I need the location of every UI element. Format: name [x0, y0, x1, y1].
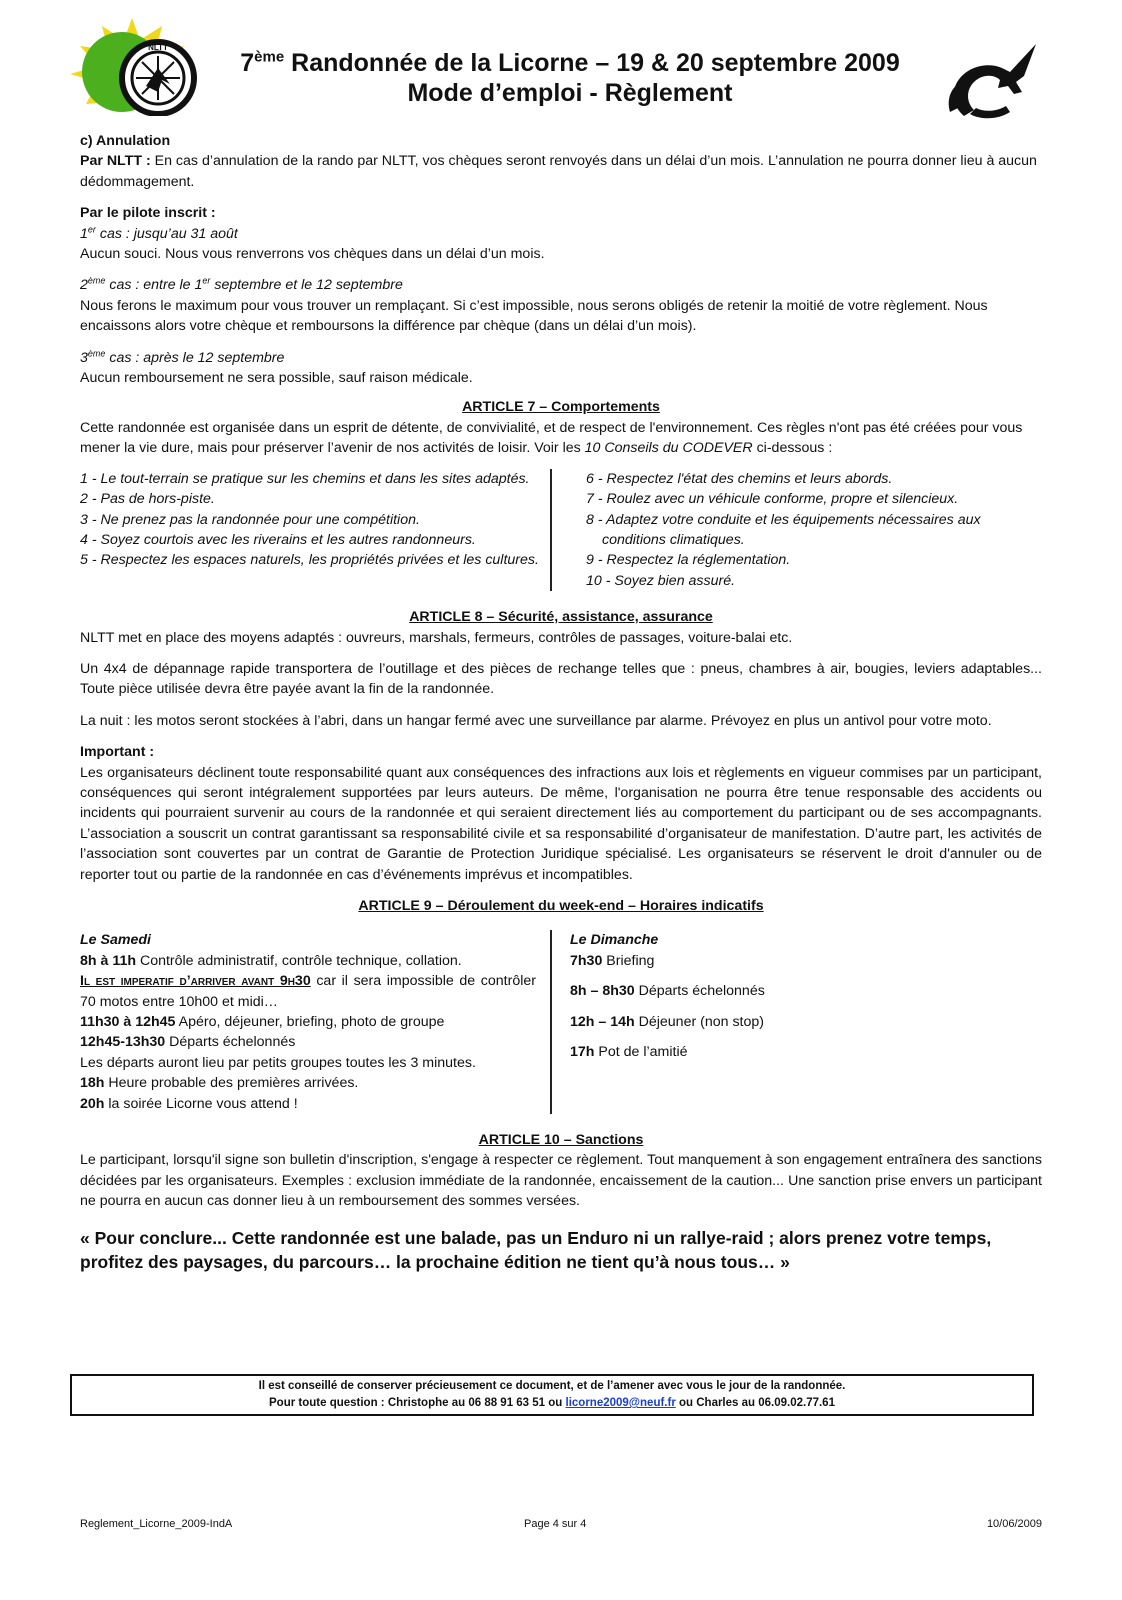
footer-date: 10/06/2009 [986, 1518, 1042, 1530]
rule-item: 10 - Soyez bien assuré. [586, 572, 736, 589]
nltt-logo [62, 16, 202, 116]
document-title [200, 48, 940, 108]
contact-notice [70, 1374, 1034, 1416]
important-label: Important : [80, 744, 155, 761]
schedule-item: 20h la soirée Licorne vous attend ! [80, 1095, 298, 1112]
codever-rules [80, 469, 1042, 591]
schedule-item: 17h Pot de l’amitié [570, 1044, 688, 1061]
rule-item: 7 - Roulez avec un véhicule conforme, propre et silencieux. [586, 491, 959, 508]
article-10-title: ARTICLE 10 – Sanctions [478, 1132, 644, 1149]
article-9-title: ARTICLE 9 – Déroulement du week-end – Horaires indicatifs [358, 898, 764, 914]
notice-line-1: Il est conseillé de conserver précieusement ce document, et de l’amener avec vous le jour de la randonnée. [258, 1380, 846, 1392]
schedule-item: 12h – 14h Déjeuner (non stop) [570, 1013, 765, 1030]
rule-item: 2 - Pas de hors-piste. [80, 491, 215, 508]
logo-text: NLTT [148, 43, 168, 52]
section-annulation [80, 131, 1042, 388]
weekend-schedule [80, 930, 1042, 1114]
schedule-saturday [80, 930, 552, 1114]
notice-line-2: Pour toute question : Christophe au 06 88 91 63 51 ou licorne2009@neuf.fr ou Charles au 06.09.02.77.61 [269, 1397, 835, 1409]
case1-title: 1er cas : jusqu’au 31 août [80, 223, 238, 242]
unicorn-logo [940, 42, 1040, 122]
article-8-p3: La nuit : les motos seront stockées à l’abri, dans un hangar fermé avec une surveillance par alarme. Prévoyez en plus un antivol pour votre moto. [80, 712, 992, 729]
schedule-item: 12h45-13h30 Départs échelonnés [80, 1034, 296, 1051]
section-article-8 [80, 607, 1042, 885]
title-line-1: 7ème Randonnée de la Licorne – 19 & 20 septembre 2009 [240, 48, 900, 77]
rules-right-column [552, 469, 1026, 591]
rule-item: 1 - Le tout-terrain se pratique sur les chemins et dans les sites adaptés. [80, 470, 530, 487]
case3-title: 3ème cas : après le 12 septembre [80, 347, 285, 366]
article-8-title: ARTICLE 8 – Sécurité, assistance, assurance [409, 609, 713, 626]
document-body [80, 131, 1042, 1274]
rules-left-column [80, 469, 552, 591]
rule-item: 8 - Adaptez votre conduite et les équipements nécessaires aux [586, 511, 981, 528]
case2-text: Nous ferons le maximum pour vous trouver un remplaçant. Si c’est impossible, nous serons obligés de retenir la moitié de votre règlement. Nous encaissons alors votre chèque et remboursons la différence par chèque (dans un délai d’un mois). [80, 297, 988, 335]
section-article-10 [80, 1130, 1042, 1274]
rule-item: 3 - Ne prenez pas la randonnée pour une compétition. [80, 511, 420, 528]
schedule-warning: Il est imperatif d’arriver avant 9h30 car il sera impossible de contrôler 70 motos entre 10h00 et midi… [80, 973, 536, 1010]
email-link[interactable]: licorne2009@neuf.fr [565, 1397, 676, 1409]
article-10-text: Le participant, lorsqu'il signe son bulletin d'inscription, s'engage à respecter ce règlement. Tout manquement à son engagement entraînera des sanctions décidées par les organisateurs. Exemples : exclusion immédiate de la randonnée, encaissement de la caution... Une sanction prise envers un participant ne pourra en aucun cas donner lieu à un remboursement des sommes versées. [80, 1152, 1042, 1210]
rule-item: 6 - Respectez l'état des chemins et leurs abords. [586, 470, 893, 487]
article-7-title: ARTICLE 7 – Comportements [462, 399, 660, 416]
schedule-item: 11h30 à 12h45 Apéro, déjeuner, briefing, photo de groupe [80, 1014, 445, 1031]
schedule-item: 8h à 11h Contrôle administratif, contrôle technique, collation. [80, 952, 462, 969]
schedule-item: 18h Heure probable des premières arrivées. [80, 1075, 359, 1092]
schedule-sunday [552, 930, 1010, 1114]
article-8-p1: NLTT met en place des moyens adaptés : ouvreurs, marshals, fermeurs, contrôles de passages, voiture-balai etc. [80, 629, 793, 646]
section-article-9 [80, 896, 1042, 1114]
title-line-2: Mode d’emploi - Règlement [407, 79, 733, 107]
case2-title: 2ème cas : entre le 1er septembre et le 12 septembre [80, 275, 403, 294]
important-text: Les organisateurs déclinent toute responsabilité quant aux conséquences des infractions aux lois et règlements en vigueur commises par un participant, conséquences qui seront intégralement supportées par leurs auteurs. De même, l'organisation ne pourra être tenue responsable des accidents ou incidents qui pourraient survenir au cours de la randonnée et qui seraient directement liés au comportement du participant ou de ses accompagnants. L’association a souscrit un contrat garantissant sa responsabilité civile et sa responsabilité d’organisateur de manifestation. D’autre part, les activités de l’association sont couvertes par un contrat de Garantie de Protection Juridique spécialisé. Les organisateurs se réservent le droit d'annuler ou de reporter tout ou partie de la randonnée en cas d’événements imprévus et incompatibles. [80, 764, 1042, 883]
schedule-note: Les départs auront lieu par petits groupes toutes les 3 minutes. [80, 1054, 476, 1071]
case3-text: Aucun remboursement ne sera possible, sauf raison médicale. [80, 370, 473, 387]
rule-item: 5 - Respectez les espaces naturels, les propriétés privées et les cultures. [80, 552, 539, 569]
footer-page-number: Page 4 sur 4 [524, 1518, 587, 1530]
annulation-nltt: Par NLTT : En cas d’annulation de la rando par NLTT, vos chèques seront renvoyés dans un délai d’un mois. L’annulation ne pourra donner lieu à aucun dédommagement. [80, 153, 1037, 190]
conclusion-quote: « Pour conclure... Cette randonnée est une balade, pas un Enduro ni un rallye-raid ; alors prenez votre temps, profitez des paysages, du parcours… la prochaine édition ne tient qu’à nous tous… » [80, 1227, 992, 1272]
rule-item-continued: conditions climatiques. [602, 531, 745, 548]
case1-text: Aucun souci. Nous vous renverrons vos chèques dans un délai d’un mois. [80, 246, 545, 263]
annulation-heading: c) Annulation [80, 133, 171, 149]
article-7-intro: Cette randonnée est organisée dans un esprit de détente, de convivialité, et de respect de l'environnement. Ces règles n'ont pas été créées pour vous mener la vie dure, mais pour préserver l’avenir de nos activités de loisir. Voir les 10 Conseils du CODEVER ci-dessous : [80, 419, 1023, 457]
page-header [0, 0, 1122, 130]
saturday-title: Le Samedi [80, 932, 151, 949]
schedule-item: 8h – 8h30 Départs échelonnés [570, 983, 765, 1000]
pilote-heading: Par le pilote inscrit : [80, 205, 216, 222]
article-8-p2: Un 4x4 de dépannage rapide transportera de l’outillage et des pièces de rechange telles que : pneus, chambres à air, bougies, leviers adaptables... Toute pièce utilisée devra être payée avant la fin de la randonnée. [80, 660, 1042, 698]
footer-filename: Reglement_Licorne_2009-IndA [80, 1518, 233, 1530]
section-article-7 [80, 397, 1042, 591]
schedule-item: 7h30 Briefing [570, 952, 655, 969]
rule-item: 9 - Respectez la réglementation. [586, 552, 791, 569]
sunday-title: Le Dimanche [570, 932, 659, 949]
rule-item: 4 - Soyez courtois avec les riverains et les autres randonneurs. [80, 531, 476, 548]
